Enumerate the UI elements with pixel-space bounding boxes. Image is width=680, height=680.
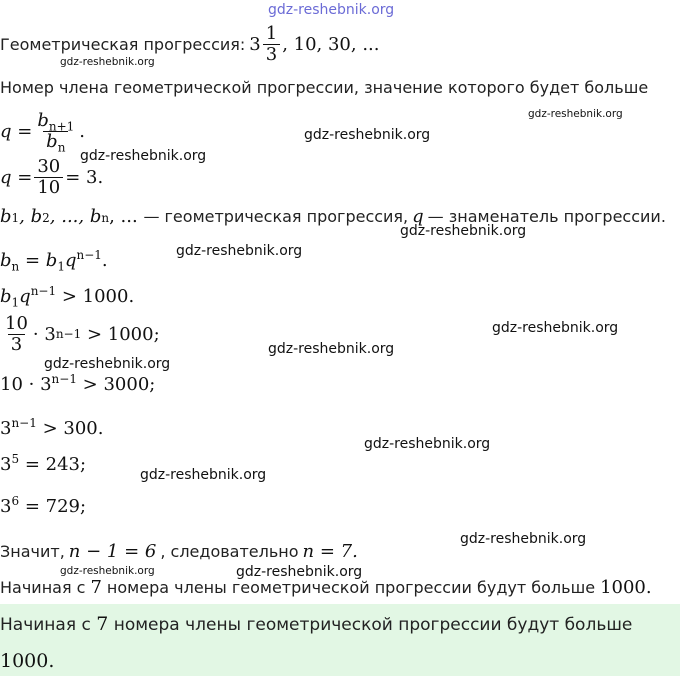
ratio-formula: q = $\frac{b_{n+1}}{b_n}$ . — [0, 109, 86, 155]
inequality-2: $\frac{10}{3}$ · 3 n−1 > 1000; — [5, 312, 160, 355]
watermark: gdz-reshebnik.org — [236, 564, 363, 580]
watermark-top: gdz-reshebnik.org — [268, 2, 395, 18]
inequality-4: $3^{n-1} > 300$. — [0, 416, 104, 439]
result-line: Начиная с 7 номера члены геометрической прогрессии будут больше 1000. — [0, 577, 652, 598]
watermark: gdz-reshebnik.org — [60, 565, 155, 577]
watermark: gdz-reshebnik.org — [364, 436, 491, 452]
power-six: $3^6 = 729$; — [0, 494, 87, 517]
watermark: gdz-reshebnik.org — [44, 356, 171, 372]
watermark: gdz-reshebnik.org — [176, 243, 303, 259]
definition-line: b 1 , b 2 , ..., b n , ... — геометрическая прогрессия, q — знаменатель прогрессии. — [0, 206, 666, 227]
watermark: gdz-reshebnik.org — [140, 467, 267, 483]
answer-text: Начиная с 7 номера члены геометрической прогрессии будут больше 1000. — [0, 613, 633, 672]
inequality-1: $b_1q^{n-1} > 1000$. — [0, 284, 135, 310]
progression-label: Геометрическая прогрессия: — [0, 34, 246, 54]
watermark: gdz-reshebnik.org — [460, 531, 587, 547]
watermark: gdz-reshebnik.org — [304, 127, 431, 143]
watermark: gdz-reshebnik.org — [528, 108, 623, 120]
nth-term-formula: $b_n = b_1q^{n-1}$. — [0, 248, 108, 274]
watermark: gdz-reshebnik.org — [400, 223, 527, 239]
mixed-number-whole: 3 — [249, 33, 261, 55]
conclusion-line: Значит, n − 1 = 6 , следовательно n = 7. — [0, 541, 358, 562]
inequality-3: $10 \cdot 3^{n-1} > 3000$; — [0, 372, 156, 395]
ratio-value: q = $\frac{30}{10}$ = 3. — [0, 155, 104, 198]
progression-terms: , 10, 30, ... — [282, 33, 380, 55]
power-five: $3^5 = 243$; — [0, 452, 87, 475]
task-statement: Номер члена геометрической прогрессии, значение которого будет больше — [0, 78, 649, 97]
watermark: gdz-reshebnik.org — [492, 320, 619, 336]
progression-line — [0, 22, 380, 66]
watermark: gdz-reshebnik.org — [80, 148, 207, 164]
watermark: gdz-reshebnik.org — [60, 56, 155, 68]
watermark: gdz-reshebnik.org — [268, 341, 395, 357]
fraction-one-third: $\frac{1}{3}$ — [263, 24, 280, 65]
